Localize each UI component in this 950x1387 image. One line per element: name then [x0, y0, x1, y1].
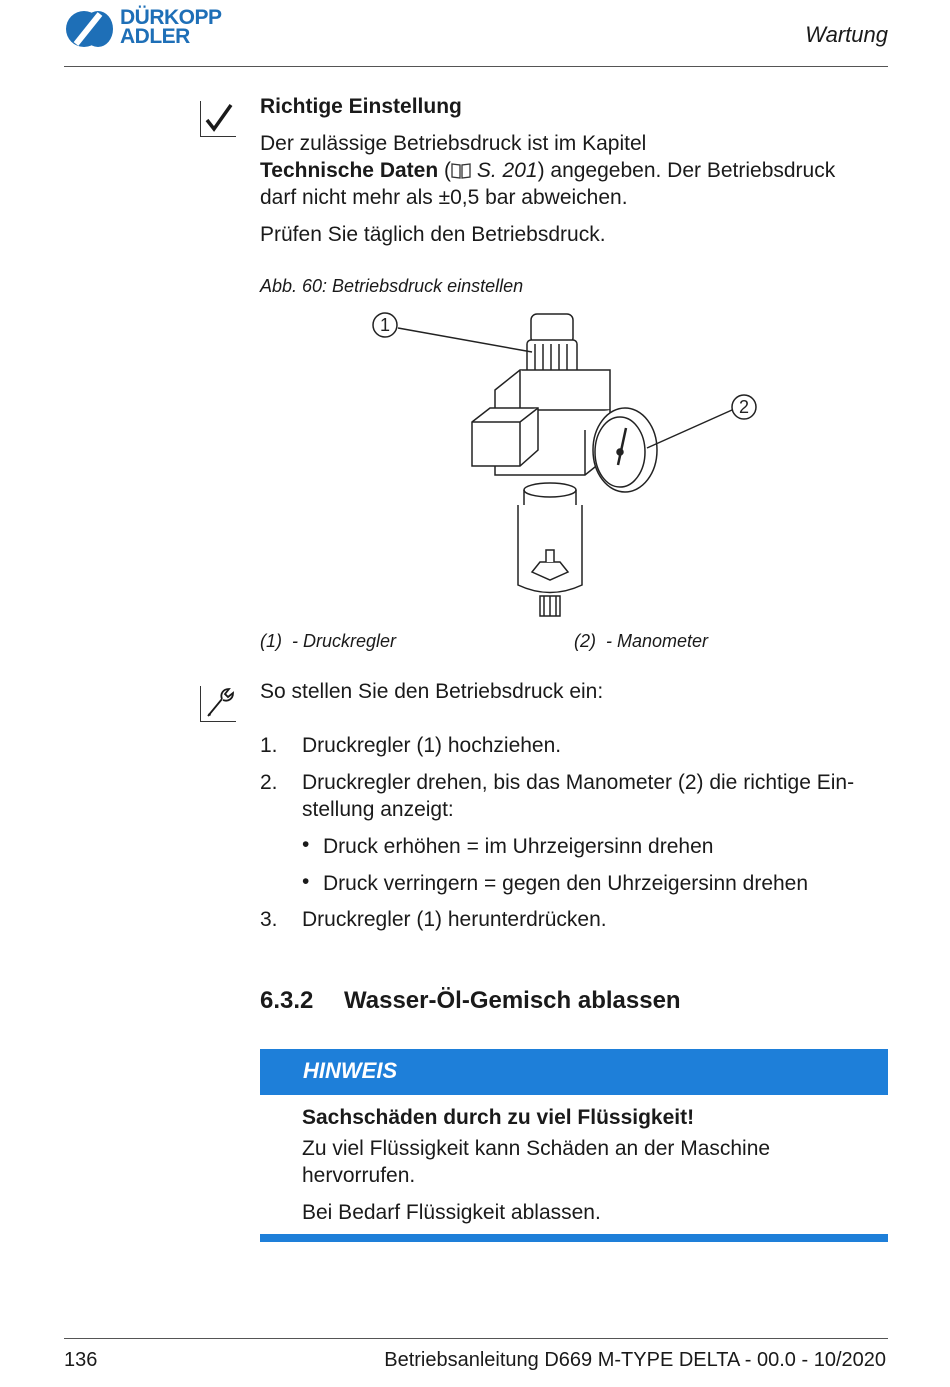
- legend-num: (2): [574, 631, 596, 651]
- step-text: [302, 769, 892, 823]
- legend-num: (1): [260, 631, 282, 651]
- notice-label: HINWEIS: [303, 1058, 398, 1083]
- page-number: 136: [64, 1349, 98, 1371]
- subheading-correct-setting: Richtige Einstellung: [260, 95, 462, 118]
- section-number: 6.3.2: [260, 987, 314, 1014]
- paren-open: (: [438, 159, 451, 182]
- wrench-icon: [200, 686, 236, 722]
- chapter-reference[interactable]: Technische Daten: [260, 159, 439, 182]
- logo-line2: ADLER: [120, 25, 190, 48]
- legend-text: - Manometer: [606, 631, 709, 651]
- step-text: Druckregler (1) herunterdrücken.: [302, 908, 607, 931]
- legend-text: - Druckregler: [292, 631, 397, 651]
- step-number: 2.: [260, 771, 278, 794]
- bullet-item: Druck verringern = gegen den Uhrzeigersinn drehen: [323, 872, 809, 895]
- notice-line: Zu viel Flüssigkeit kann Schäden an der Maschine: [302, 1137, 771, 1160]
- bullet-icon: •: [302, 833, 310, 856]
- notice-bottom-rule: [260, 1234, 888, 1242]
- logo-wordmark: [120, 8, 222, 46]
- paragraph-pressure-info: [260, 130, 890, 211]
- step-number: 1.: [260, 734, 278, 757]
- page-reference[interactable]: S. 201: [476, 159, 538, 182]
- paragraph-daily-check: Prüfen Sie täglich den Betriebsdruck.: [260, 223, 606, 246]
- notice-text: [302, 1135, 888, 1189]
- step-number: 3.: [260, 908, 278, 931]
- step-line: Druckregler drehen, bis das Manometer (2) die richtige Ein-: [302, 771, 855, 794]
- paragraph-text: ) angegeben. Der Betriebsdruck: [537, 159, 836, 182]
- legend-item-2: [574, 631, 708, 652]
- paragraph-line: darf nicht mehr als ±0,5 bar abweichen.: [260, 186, 628, 209]
- logo-line1: DÜRKOPP: [120, 6, 222, 29]
- logo-mark: [64, 8, 116, 50]
- notice-line: hervorrufen.: [302, 1164, 416, 1187]
- brand-logo: [64, 8, 234, 50]
- callout-2: 2: [738, 397, 750, 417]
- callout-1: 1: [379, 315, 391, 335]
- header-section-title: Wartung: [805, 22, 888, 47]
- figure-pressure-regulator: [360, 300, 780, 625]
- regulator-illustration: [360, 300, 780, 625]
- book-icon: [451, 159, 471, 182]
- step-text: Druckregler (1) hochziehen.: [302, 734, 562, 757]
- paragraph-line: Der zulässige Betriebsdruck ist im Kapitel: [260, 132, 647, 155]
- legend-item-1: [260, 631, 396, 652]
- document-title: Betriebsanleitung D669 M-TYPE DELTA - 00.0 - 10/2020: [384, 1349, 886, 1371]
- paragraph-line: [260, 157, 890, 184]
- bullet-item: Druck erhöhen = im Uhrzeigersinn drehen: [323, 835, 714, 858]
- section-title-text: Wasser-Öl-Gemisch ablassen: [344, 987, 681, 1014]
- checkmark-icon: [200, 101, 236, 137]
- figure-caption: Abb. 60: Betriebsdruck einstellen: [260, 276, 524, 296]
- header-divider: [64, 66, 888, 67]
- procedure-intro: So stellen Sie den Betriebsdruck ein:: [260, 680, 604, 703]
- section-heading: [260, 987, 681, 1015]
- notice-banner: [260, 1049, 888, 1095]
- notice-heading: Sachschäden durch zu viel Flüssigkeit!: [302, 1106, 695, 1129]
- notice-action: Bei Bedarf Flüssigkeit ablassen.: [302, 1201, 601, 1224]
- step-line: stellung anzeigt:: [302, 798, 454, 821]
- footer-divider: [64, 1338, 888, 1339]
- bullet-icon: •: [302, 870, 310, 893]
